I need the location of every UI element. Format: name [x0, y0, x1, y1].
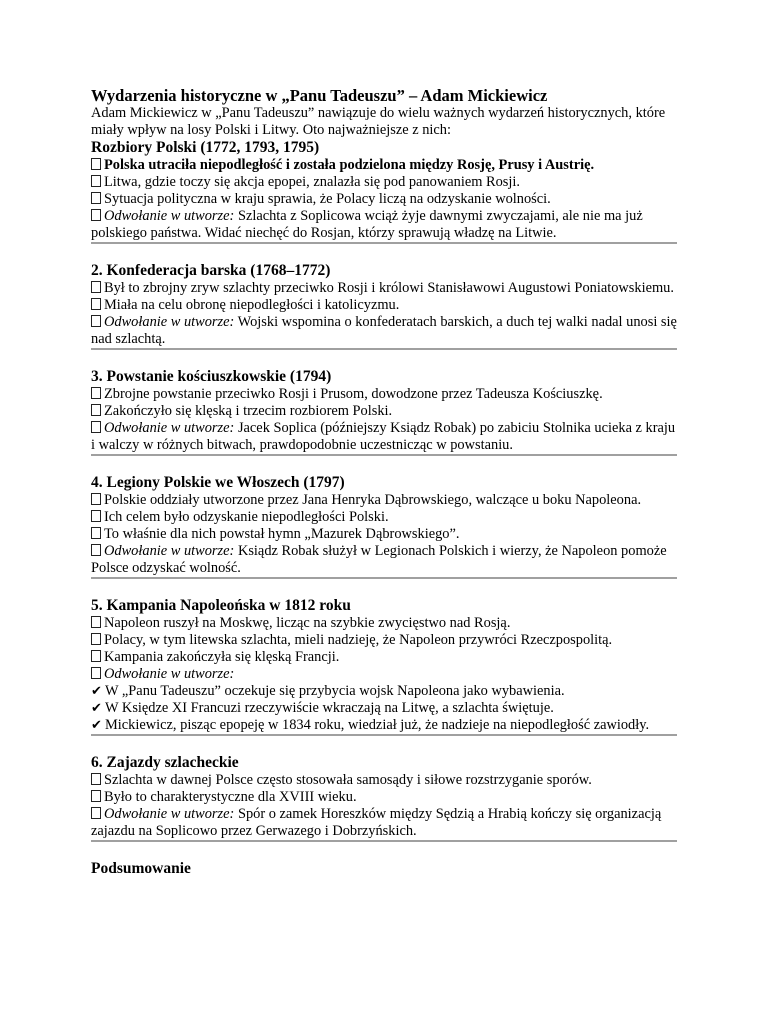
list-item: Sytuacja polityczna w kraju sprawia, że Polacy liczą na odzyskanie wolności. — [91, 191, 677, 208]
missing-glyph-icon — [91, 404, 101, 416]
missing-glyph-icon — [91, 790, 101, 802]
list-item: To właśnie dla nich powstał hymn „Mazurek Dąbrowskiego”. — [91, 526, 677, 543]
section-rozbiory — [91, 139, 677, 242]
check-mark-icon: ✔ — [91, 701, 102, 716]
reference-item: Odwołanie w utworze: Jacek Soplica (późniejszy Ksiądz Robak) po zabiciu Stolnika ucieka z kraju i walczy w różnych bitwach, prawdopodobnie uczestnicząc w powstaniu. — [91, 420, 676, 453]
list-item: Polskie oddziały utworzone przez Jana Henryka Dąbrowskiego, walczące u boku Napoleona. — [91, 492, 677, 509]
summary-heading: Podsumowanie — [91, 860, 191, 877]
check-mark-icon: ✔ — [91, 718, 102, 733]
reference-item: Odwołanie w utworze: — [91, 666, 677, 683]
document-title: Wydarzenia historyczne w „Panu Tadeuszu” – Adam Mickiewicz — [91, 86, 548, 105]
section-heading: 2. Konfederacja barska (1768–1772) — [91, 262, 331, 279]
list-item: Zbrojne powstanie przeciwko Rosji i Prusom, dowodzone przez Tadeusza Kościuszkę. — [91, 386, 677, 403]
list-item: Zakończyło się klęską i trzecim rozbiorem Polski. — [91, 403, 677, 420]
reference-item: Odwołanie w utworze: Ksiądz Robak służył w Legionach Polskich i wierzy, że Napoleon pomoże Polsce odzyskać wolność. — [91, 543, 667, 576]
check-mark-icon: ✔ — [91, 684, 102, 699]
missing-glyph-icon — [91, 158, 101, 170]
missing-glyph-icon — [91, 667, 101, 679]
list-item: Miała na celu obronę niepodległości i katolicyzmu. — [91, 297, 677, 314]
missing-glyph-icon — [91, 616, 101, 628]
missing-glyph-icon — [91, 650, 101, 662]
section-zajazdy — [91, 753, 677, 840]
list-item: Był to zbrojny zryw szlachty przeciwko Rosji i królowi Stanisławowi Augustowi Poniatowskiemu. — [91, 280, 677, 297]
list-item: Napoleon ruszył na Moskwę, licząc na szybkie zwycięstwo nad Rosją. — [91, 615, 677, 632]
list-item: Polska utraciła niepodległość i została podzielona między Rosję, Prusy i Austrię. — [91, 157, 677, 174]
document-content — [91, 86, 677, 878]
intro-paragraph: Adam Mickiewicz w „Panu Tadeuszu” nawiązuje do wielu ważnych wydarzeń historycznych, które miały wpływ na losy Polski i Litwy. Oto najważniejsze z nich: — [91, 105, 666, 138]
list-item: Szlachta w dawnej Polsce często stosowała samosądy i siłowe rozstrzyganie sporów. — [91, 772, 677, 789]
reference-item: Odwołanie w utworze: Wojski wspomina o konfederatach barskich, a duch tej walki nadal unosi się nad szlachtą. — [91, 314, 677, 347]
missing-glyph-icon — [91, 527, 101, 539]
missing-glyph-icon — [91, 807, 101, 819]
list-item: Polacy, w tym litewska szlachta, mieli nadzieję, że Napoleon przywróci Rzeczpospolitą. — [91, 632, 677, 649]
missing-glyph-icon — [91, 510, 101, 522]
reference-item: Odwołanie w utworze: Szlachta z Soplicowa wciąż żyje dawnymi zwyczajami, ale nie ma już polskiego państwa. Widać niechęć do Rosjan, którzy sprawują władzę na Litwie. — [91, 208, 643, 241]
section-legiony — [91, 473, 677, 577]
section-kampania — [91, 596, 677, 734]
missing-glyph-icon — [91, 544, 101, 556]
section-konfederacja — [91, 261, 677, 348]
missing-glyph-icon — [91, 493, 101, 505]
section-heading: Rozbiory Polski (1772, 1793, 1795) — [91, 139, 320, 156]
reference-item: Odwołanie w utworze: Spór o zamek Horeszków między Sędzią a Hrabią kończy się organizacją zajazdu na Soplicowo przez Gerwazego i Dobrzyńskich. — [91, 806, 662, 839]
section-heading: 4. Legiony Polskie we Włoszech (1797) — [91, 474, 345, 491]
missing-glyph-icon — [91, 298, 101, 310]
check-item: ✔ W „Panu Tadeuszu” oczekuje się przybycia wojsk Napoleona jako wybawienia. — [91, 683, 565, 699]
list-item: Ich celem było odzyskanie niepodległości Polski. — [91, 509, 677, 526]
section-heading: 6. Zajazdy szlacheckie — [91, 754, 239, 771]
missing-glyph-icon — [91, 209, 101, 221]
missing-glyph-icon — [91, 633, 101, 645]
missing-glyph-icon — [91, 175, 101, 187]
missing-glyph-icon — [91, 387, 101, 399]
check-item: ✔ Mickiewicz, pisząc epopeję w 1834 roku, wiedział już, że nadzieje na niepodległość zawiodły. — [91, 717, 650, 733]
missing-glyph-icon — [91, 281, 101, 293]
missing-glyph-icon — [91, 773, 101, 785]
section-heading: 3. Powstanie kościuszkowskie (1794) — [91, 368, 332, 385]
section-powstanie — [91, 367, 677, 454]
missing-glyph-icon — [91, 192, 101, 204]
missing-glyph-icon — [91, 315, 101, 327]
section-heading: 5. Kampania Napoleońska w 1812 roku — [91, 597, 351, 614]
list-item: Kampania zakończyła się klęską Francji. — [91, 649, 677, 666]
list-item: Litwa, gdzie toczy się akcja epopei, znalazła się pod panowaniem Rosji. — [91, 174, 677, 191]
check-item: ✔ W Księdze XI Francuzi rzeczywiście wkraczają na Litwę, a szlachta świętuje. — [91, 700, 554, 716]
missing-glyph-icon — [91, 421, 101, 433]
list-item: Było to charakterystyczne dla XVIII wieku. — [91, 789, 677, 806]
